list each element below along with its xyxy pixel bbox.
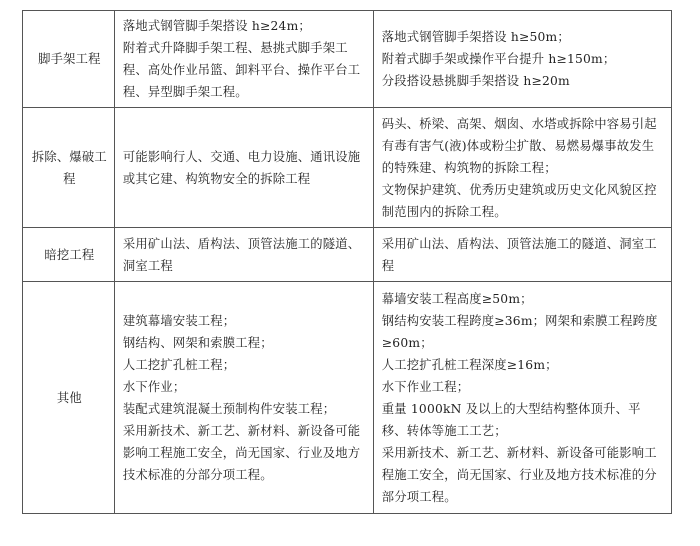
category-cell: 其他 <box>23 282 115 514</box>
table-row <box>23 228 672 282</box>
list-item: 水下作业工程； <box>381 379 470 394</box>
general-scope-cell <box>114 108 373 228</box>
category-cell: 脚手架工程 <box>23 11 115 108</box>
list-item: 落地式钢管脚手架搭设 h≥50m； <box>381 30 570 44</box>
list-item: 文物保护建筑、优秀历史建筑或历史文化风貌区控制范围内的拆除工程。 <box>381 182 657 219</box>
table-row <box>23 11 672 108</box>
list-item: 采用矿山法、盾构法、顶管法施工的隧道、洞室工程 <box>122 236 361 273</box>
list-item: 采用新技术、新工艺、新材料、新设备可能影响工程施工安全，尚无国家、行业及地方技术标准的分部分项工程。 <box>122 423 361 482</box>
list-item: 幕墙安装工程高度≥50m； <box>381 291 533 306</box>
engineering-scope-table <box>22 10 672 514</box>
large-scale-scope-cell <box>373 282 671 514</box>
table-row <box>23 108 672 228</box>
list-item: 分段搭设悬挑脚手架搭设 h≥20m <box>381 74 570 88</box>
list-item: 附着式升降脚手架工程、悬挑式脚手架工程、高处作业吊篮、卸料平台、操作平台工程、异型脚手架工程。 <box>122 41 361 99</box>
list-item: 建筑幕墙安装工程； <box>122 313 236 328</box>
list-item: 人工挖扩孔桩工程； <box>122 357 236 372</box>
large-scale-scope-cell <box>373 11 671 108</box>
list-item: 装配式建筑混凝土预制构件安装工程； <box>122 401 336 416</box>
general-scope-cell <box>114 228 373 282</box>
general-scope-cell <box>114 11 373 108</box>
general-scope-cell <box>114 282 373 514</box>
list-item: 重量 1000kN 及以上的大型结构整体顶升、平移、转体等施工工艺； <box>381 401 641 438</box>
list-item: 落地式钢管脚手架搭设 h≥24m； <box>122 19 311 33</box>
list-item: 码头、桥梁、高架、烟囱、水塔或拆除中容易引起有毒有害气(液)体或粉尘扩散、易燃易爆事故发生的特殊建、构筑物的拆除工程； <box>381 116 657 175</box>
category-cell: 暗挖工程 <box>23 228 115 282</box>
table-row <box>23 282 672 514</box>
list-item: 采用新技术、新工艺、新材料、新设备可能影响工程施工安全，尚无国家、行业及地方技术标准的分部分项工程。 <box>381 445 657 504</box>
list-item: 钢结构安装工程跨度≥36m；网架和索膜工程跨度≥60m； <box>381 313 658 350</box>
list-item: 水下作业； <box>122 379 186 394</box>
list-item: 采用矿山法、盾构法、顶管法施工的隧道、洞室工程 <box>381 236 657 273</box>
category-cell: 拆除、爆破工程 <box>23 108 115 228</box>
list-item: 人工挖扩孔桩工程深度≥16m； <box>381 357 558 372</box>
list-item: 钢结构、网架和索膜工程； <box>122 335 273 350</box>
list-item: 附着式脚手架或操作平台提升 h≥150m； <box>381 52 616 66</box>
list-item: 可能影响行人、交通、电力设施、通讯设施或其它建、构筑物安全的拆除工程 <box>122 149 361 186</box>
large-scale-scope-cell <box>373 228 671 282</box>
large-scale-scope-cell <box>373 108 671 228</box>
